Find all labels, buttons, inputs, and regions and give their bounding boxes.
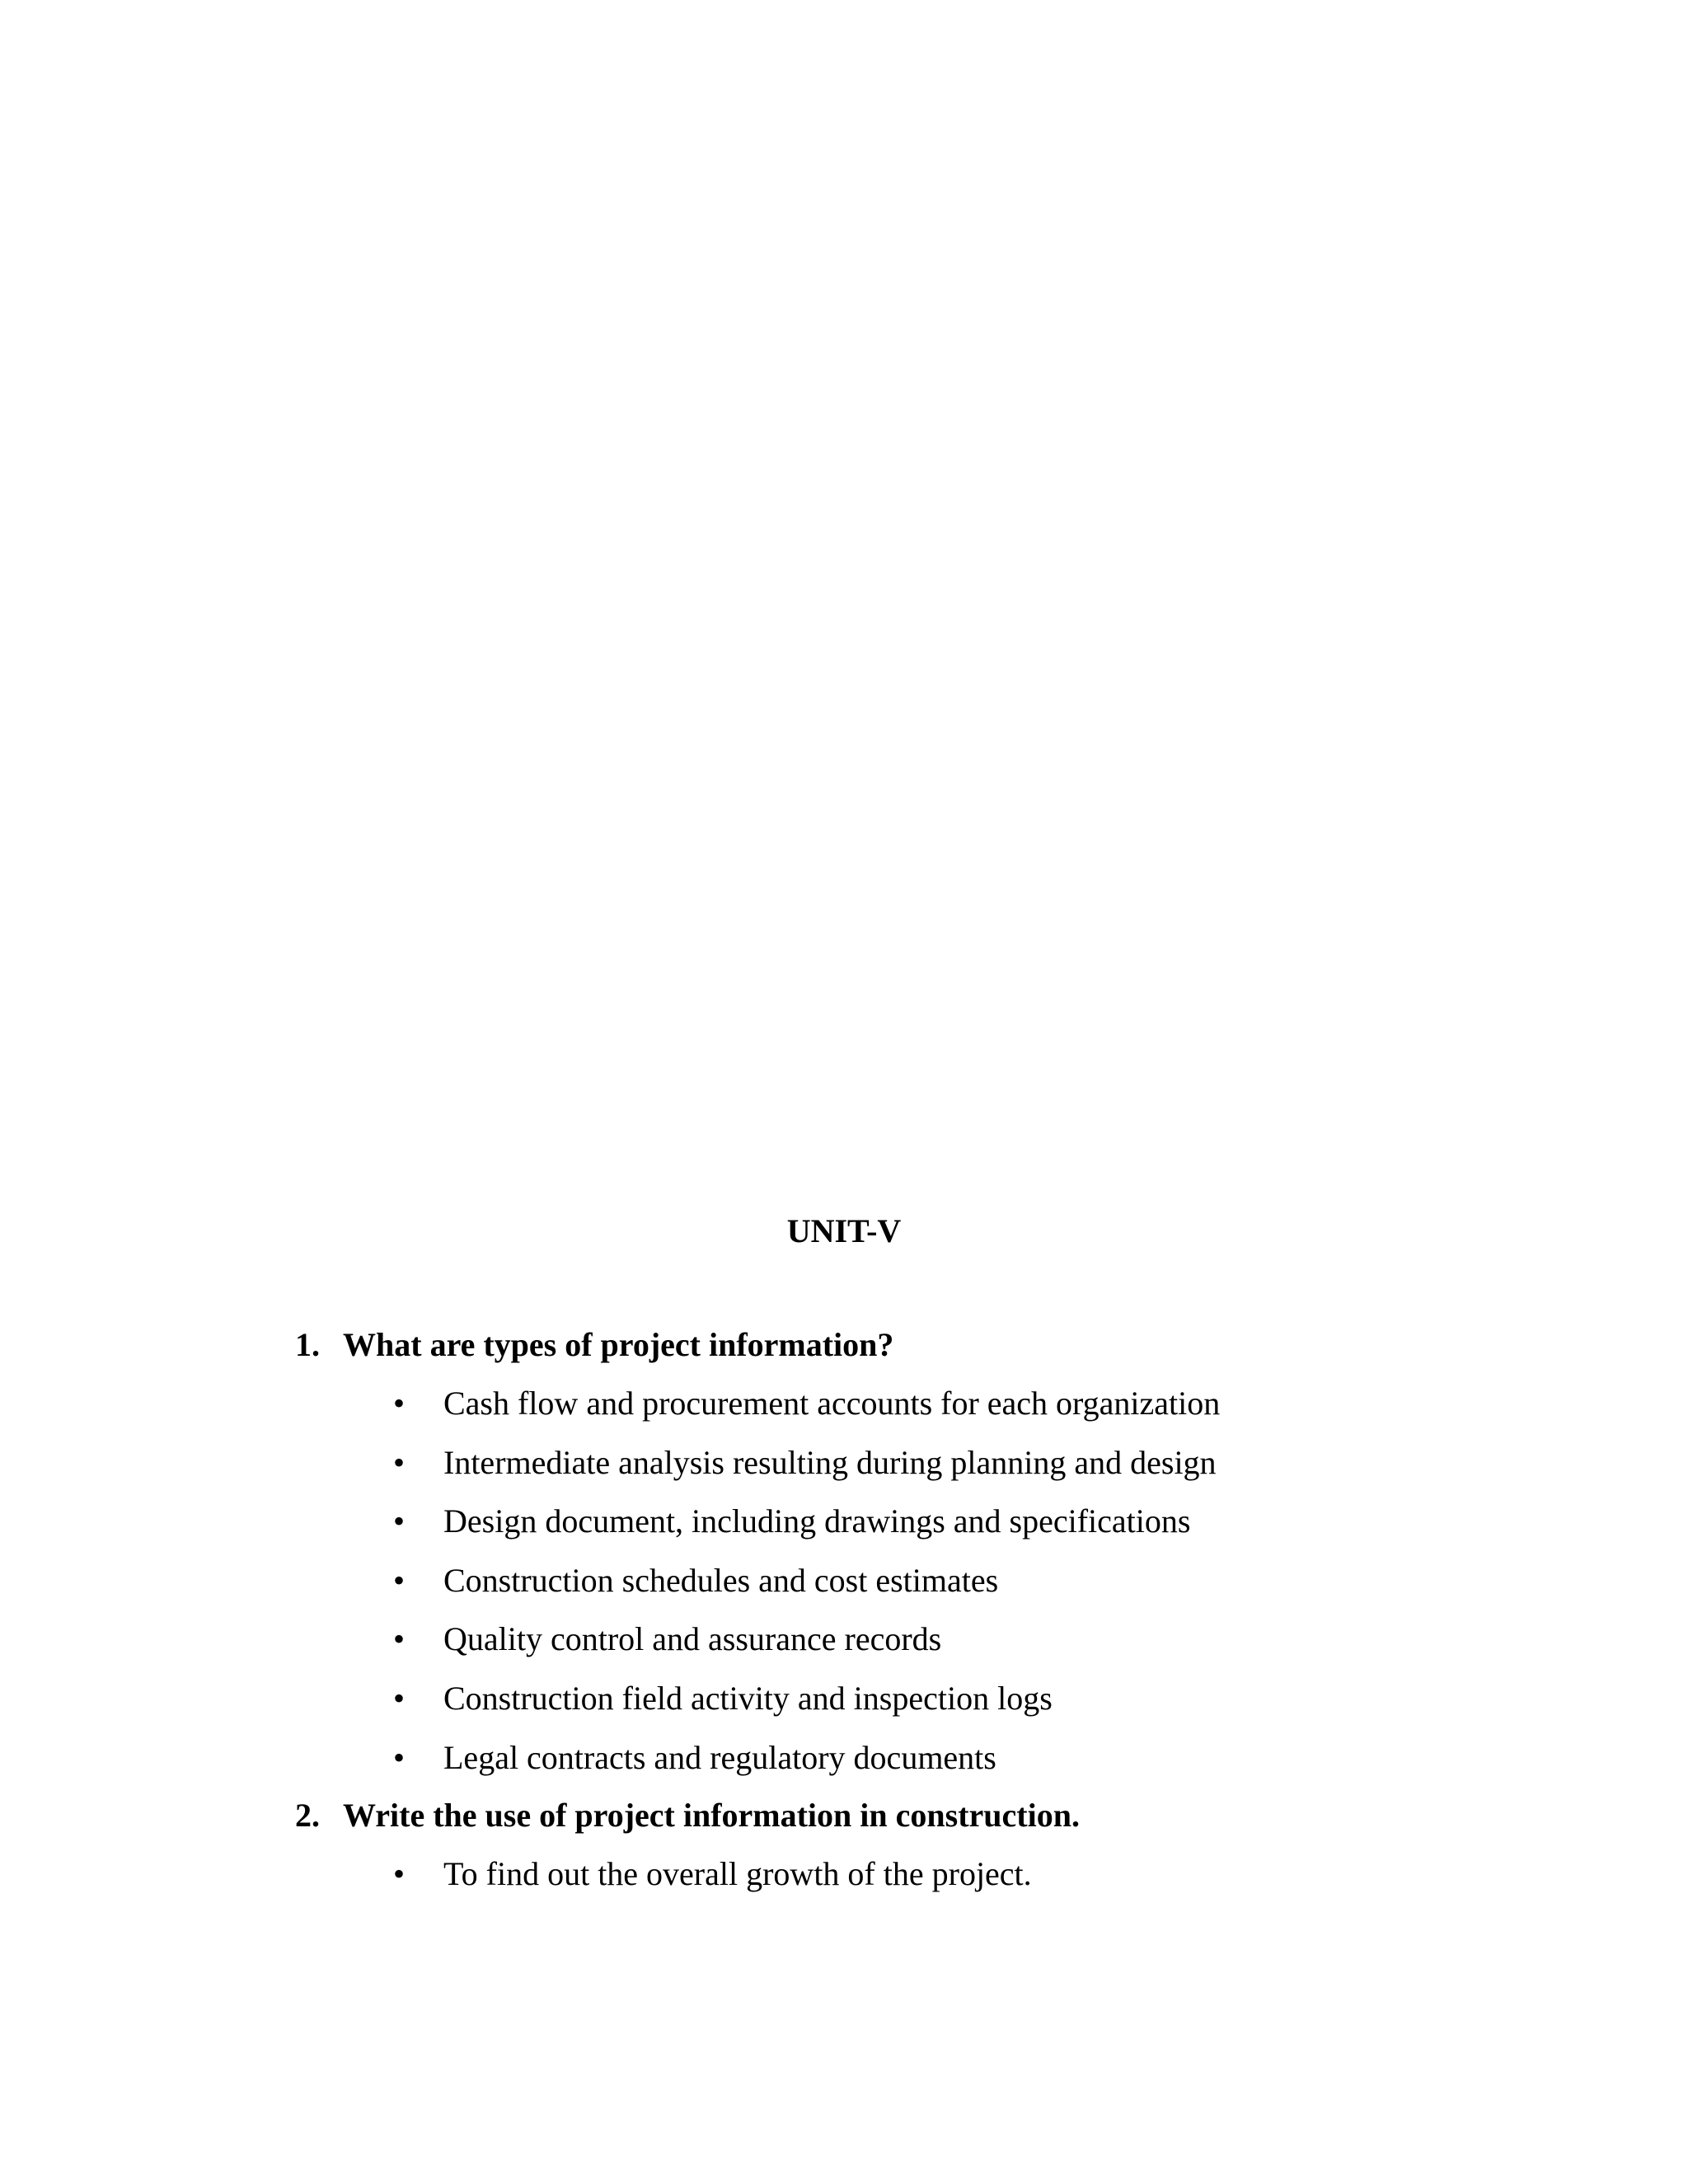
question-number: 2. [295, 1797, 320, 1834]
list-item-text: Legal contracts and regulatory documents [443, 1738, 996, 1776]
list-item [389, 1443, 1220, 1502]
list-item-text: Quality control and assurance records [443, 1620, 942, 1658]
list-item-text: Construction schedules and cost estimates [443, 1561, 999, 1599]
list-item [389, 1738, 1220, 1797]
bullet-icon: • [392, 1385, 405, 1422]
answer-list-2 [389, 1854, 1032, 1914]
bullet-icon: • [392, 1738, 405, 1776]
list-item-text: Design document, including drawings and specifications [443, 1502, 1191, 1540]
answer-list-1 [389, 1384, 1220, 1797]
bullet-icon: • [392, 1679, 405, 1717]
list-item [389, 1854, 1032, 1914]
bullet-icon: • [392, 1502, 405, 1540]
question-text: Write the use of project information in construction. [343, 1797, 1080, 1834]
unit-title: UNIT-V [786, 1212, 902, 1249]
bullet-icon: • [392, 1443, 405, 1481]
question-text: What are types of project information? [343, 1326, 894, 1363]
list-item [389, 1384, 1220, 1443]
bullet-icon: • [392, 1561, 405, 1599]
list-item [389, 1679, 1220, 1738]
bullet-icon: • [392, 1620, 405, 1658]
list-item-text: Cash flow and procurement accounts for each organization [443, 1385, 1221, 1422]
question-1 [295, 1325, 893, 1365]
list-item-text: Intermediate analysis resulting during planning and design [443, 1443, 1217, 1481]
list-item-text: To find out the overall growth of the project. [443, 1855, 1032, 1892]
list-item [389, 1502, 1220, 1561]
question-2 [295, 1796, 1080, 1835]
bullet-icon: • [392, 1855, 405, 1892]
list-item-text: Construction field activity and inspection logs [443, 1679, 1053, 1717]
list-item [389, 1619, 1220, 1679]
list-item [389, 1561, 1220, 1620]
question-number: 1. [295, 1326, 320, 1363]
